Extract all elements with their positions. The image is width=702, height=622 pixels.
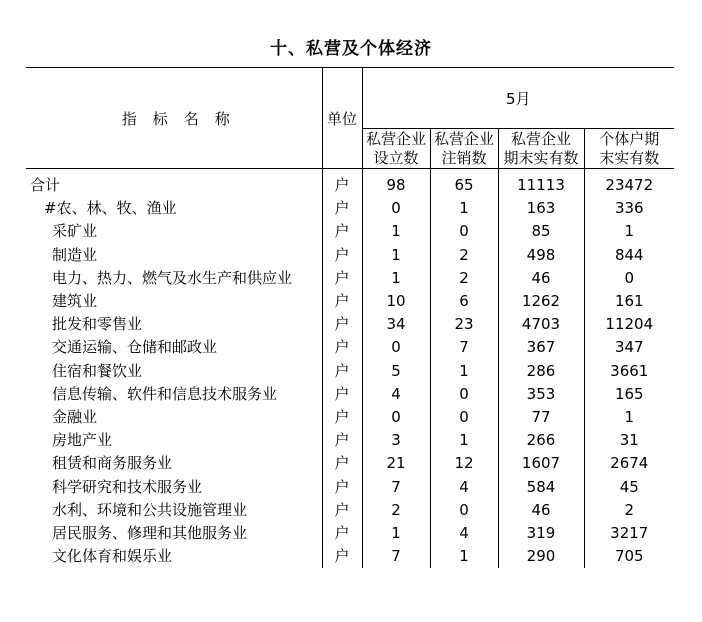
table-row <box>26 290 674 313</box>
month-header: 5月 <box>362 68 674 129</box>
table-row <box>26 169 674 198</box>
indicator-name-cell: 交通运输、仓储和邮政业 <box>26 336 322 359</box>
individual-existing-count-cell: 2 <box>584 499 674 522</box>
established-count-cell: 2 <box>391 500 401 519</box>
col-header-individual-existing: 个体户期 末实有数 <box>584 129 674 169</box>
unit-cell: 户 <box>322 452 362 475</box>
individual-existing-count-cell: 705 <box>584 545 674 568</box>
established-count-cell: 1 <box>391 524 401 543</box>
deregistered-count-cell: 2 <box>430 244 498 267</box>
deregistered-count-cell: 0 <box>430 406 498 429</box>
private-existing-count-cell: 584 <box>498 476 584 499</box>
private-existing-count-cell: 46 <box>498 267 584 290</box>
indicator-name-header: 指标名称 <box>26 68 322 169</box>
established-count-cell: 0 <box>391 338 401 357</box>
deregistered-count-cell: 1 <box>430 429 498 452</box>
indicator-name-cell: 科学研究和技术服务业 <box>26 476 322 499</box>
table-row <box>26 313 674 336</box>
table-row <box>26 383 674 406</box>
unit-cell: 户 <box>322 406 362 429</box>
table-row <box>26 244 674 267</box>
table-row <box>26 197 674 220</box>
indicator-name-cell: 金融业 <box>26 406 322 429</box>
indicator-name-cell: 租赁和商务服务业 <box>26 452 322 475</box>
private-existing-count-cell: 367 <box>498 336 584 359</box>
table-row <box>26 452 674 475</box>
established-count-cell: 4 <box>391 384 401 403</box>
unit-cell: 户 <box>322 169 362 198</box>
unit-cell: 户 <box>322 499 362 522</box>
individual-existing-count-cell: 1 <box>584 220 674 243</box>
table-row <box>26 429 674 452</box>
deregistered-count-cell: 0 <box>430 220 498 243</box>
deregistered-count-cell: 23 <box>430 313 498 336</box>
table-row <box>26 499 674 522</box>
private-existing-count-cell: 1607 <box>498 452 584 475</box>
unit-cell: 户 <box>322 383 362 406</box>
table-row <box>26 522 674 545</box>
unit-cell: 户 <box>322 197 362 220</box>
indicator-name-cell: 文化体育和娱乐业 <box>26 545 322 568</box>
established-count-cell: 1 <box>391 245 401 264</box>
table-row <box>26 476 674 499</box>
private-existing-count-cell: 290 <box>498 545 584 568</box>
established-count-cell: 1 <box>391 222 401 241</box>
private-existing-count-cell: 11113 <box>498 169 584 198</box>
unit-cell: 户 <box>322 290 362 313</box>
unit-cell: 户 <box>322 360 362 383</box>
deregistered-count-cell: 2 <box>430 267 498 290</box>
table-row <box>26 406 674 429</box>
individual-existing-count-cell: 347 <box>584 336 674 359</box>
individual-existing-count-cell: 45 <box>584 476 674 499</box>
deregistered-count-cell: 1 <box>430 197 498 220</box>
individual-existing-count-cell: 336 <box>584 197 674 220</box>
individual-existing-count-cell: 1 <box>584 406 674 429</box>
page-title: 十、私营及个体经济 <box>270 39 432 59</box>
established-count-cell: 98 <box>386 176 406 194</box>
individual-existing-count-cell: 165 <box>584 383 674 406</box>
established-count-cell: 7 <box>391 477 401 496</box>
indicator-name-cell: 房地产业 <box>26 429 322 452</box>
statistics-table <box>26 67 674 568</box>
private-existing-count-cell: 266 <box>498 429 584 452</box>
private-existing-count-cell: 77 <box>498 406 584 429</box>
col-header-established: 私营企业 设立数 <box>365 129 426 167</box>
deregistered-count-cell: 12 <box>430 452 498 475</box>
individual-existing-count-cell: 3217 <box>584 522 674 545</box>
individual-existing-count-cell: 11204 <box>584 313 674 336</box>
deregistered-count-cell: 1 <box>430 545 498 568</box>
table-row <box>26 360 674 383</box>
deregistered-count-cell: 65 <box>430 169 498 198</box>
individual-existing-count-cell: 0 <box>584 267 674 290</box>
established-count-cell: 5 <box>391 361 401 380</box>
established-count-cell: 3 <box>391 431 401 450</box>
table-row <box>26 220 674 243</box>
unit-cell: 户 <box>322 220 362 243</box>
deregistered-count-cell: 0 <box>430 499 498 522</box>
individual-existing-count-cell: 3661 <box>584 360 674 383</box>
indicator-name-cell: #农、林、牧、渔业 <box>26 197 322 220</box>
deregistered-count-cell: 0 <box>430 383 498 406</box>
table-row <box>26 267 674 290</box>
established-count-cell: 10 <box>386 292 406 311</box>
indicator-name-cell: 批发和零售业 <box>26 313 322 336</box>
unit-cell: 户 <box>322 545 362 568</box>
established-count-cell: 1 <box>391 268 401 287</box>
unit-cell: 户 <box>322 244 362 267</box>
col-header-private-existing: 私营企业 期末实有数 <box>498 129 584 169</box>
private-existing-count-cell: 353 <box>498 383 584 406</box>
unit-cell: 户 <box>322 336 362 359</box>
indicator-name-cell: 居民服务、修理和其他服务业 <box>26 522 322 545</box>
private-existing-count-cell: 319 <box>498 522 584 545</box>
individual-existing-count-cell: 31 <box>584 429 674 452</box>
private-existing-count-cell: 85 <box>498 220 584 243</box>
table-header <box>26 68 674 169</box>
unit-cell: 户 <box>322 476 362 499</box>
established-count-cell: 0 <box>391 408 401 427</box>
individual-existing-count-cell: 161 <box>584 290 674 313</box>
indicator-name-cell: 合计 <box>26 169 322 198</box>
indicator-name-cell: 建筑业 <box>26 290 322 313</box>
deregistered-count-cell: 4 <box>430 476 498 499</box>
unit-cell: 户 <box>322 429 362 452</box>
private-existing-count-cell: 163 <box>498 197 584 220</box>
indicator-name-cell: 制造业 <box>26 244 322 267</box>
individual-existing-count-cell: 2674 <box>584 452 674 475</box>
established-count-cell: 7 <box>391 547 401 566</box>
individual-existing-count-cell: 23472 <box>584 169 674 198</box>
indicator-name-cell: 住宿和餐饮业 <box>26 360 322 383</box>
unit-header: 单位 <box>322 68 362 169</box>
unit-cell: 户 <box>322 267 362 290</box>
table-row <box>26 545 674 568</box>
deregistered-count-cell: 4 <box>430 522 498 545</box>
unit-cell: 户 <box>322 313 362 336</box>
unit-cell: 户 <box>322 522 362 545</box>
table-body <box>26 169 674 569</box>
deregistered-count-cell: 6 <box>430 290 498 313</box>
indicator-name-cell: 水利、环境和公共设施管理业 <box>26 499 322 522</box>
indicator-name-cell: 采矿业 <box>26 220 322 243</box>
indicator-name-cell: 信息传输、软件和信息技术服务业 <box>26 383 322 406</box>
col-header-deregistered: 私营企业 注销数 <box>430 129 498 169</box>
private-existing-count-cell: 46 <box>498 499 584 522</box>
deregistered-count-cell: 7 <box>430 336 498 359</box>
private-existing-count-cell: 286 <box>498 360 584 383</box>
established-count-cell: 34 <box>386 315 406 334</box>
private-existing-count-cell: 4703 <box>498 313 584 336</box>
table-row <box>26 336 674 359</box>
established-count-cell: 21 <box>386 454 406 473</box>
private-existing-count-cell: 498 <box>498 244 584 267</box>
indicator-name-cell: 电力、热力、燃气及水生产和供应业 <box>26 267 322 290</box>
deregistered-count-cell: 1 <box>430 360 498 383</box>
established-count-cell: 0 <box>391 199 401 218</box>
private-existing-count-cell: 1262 <box>498 290 584 313</box>
individual-existing-count-cell: 844 <box>584 244 674 267</box>
